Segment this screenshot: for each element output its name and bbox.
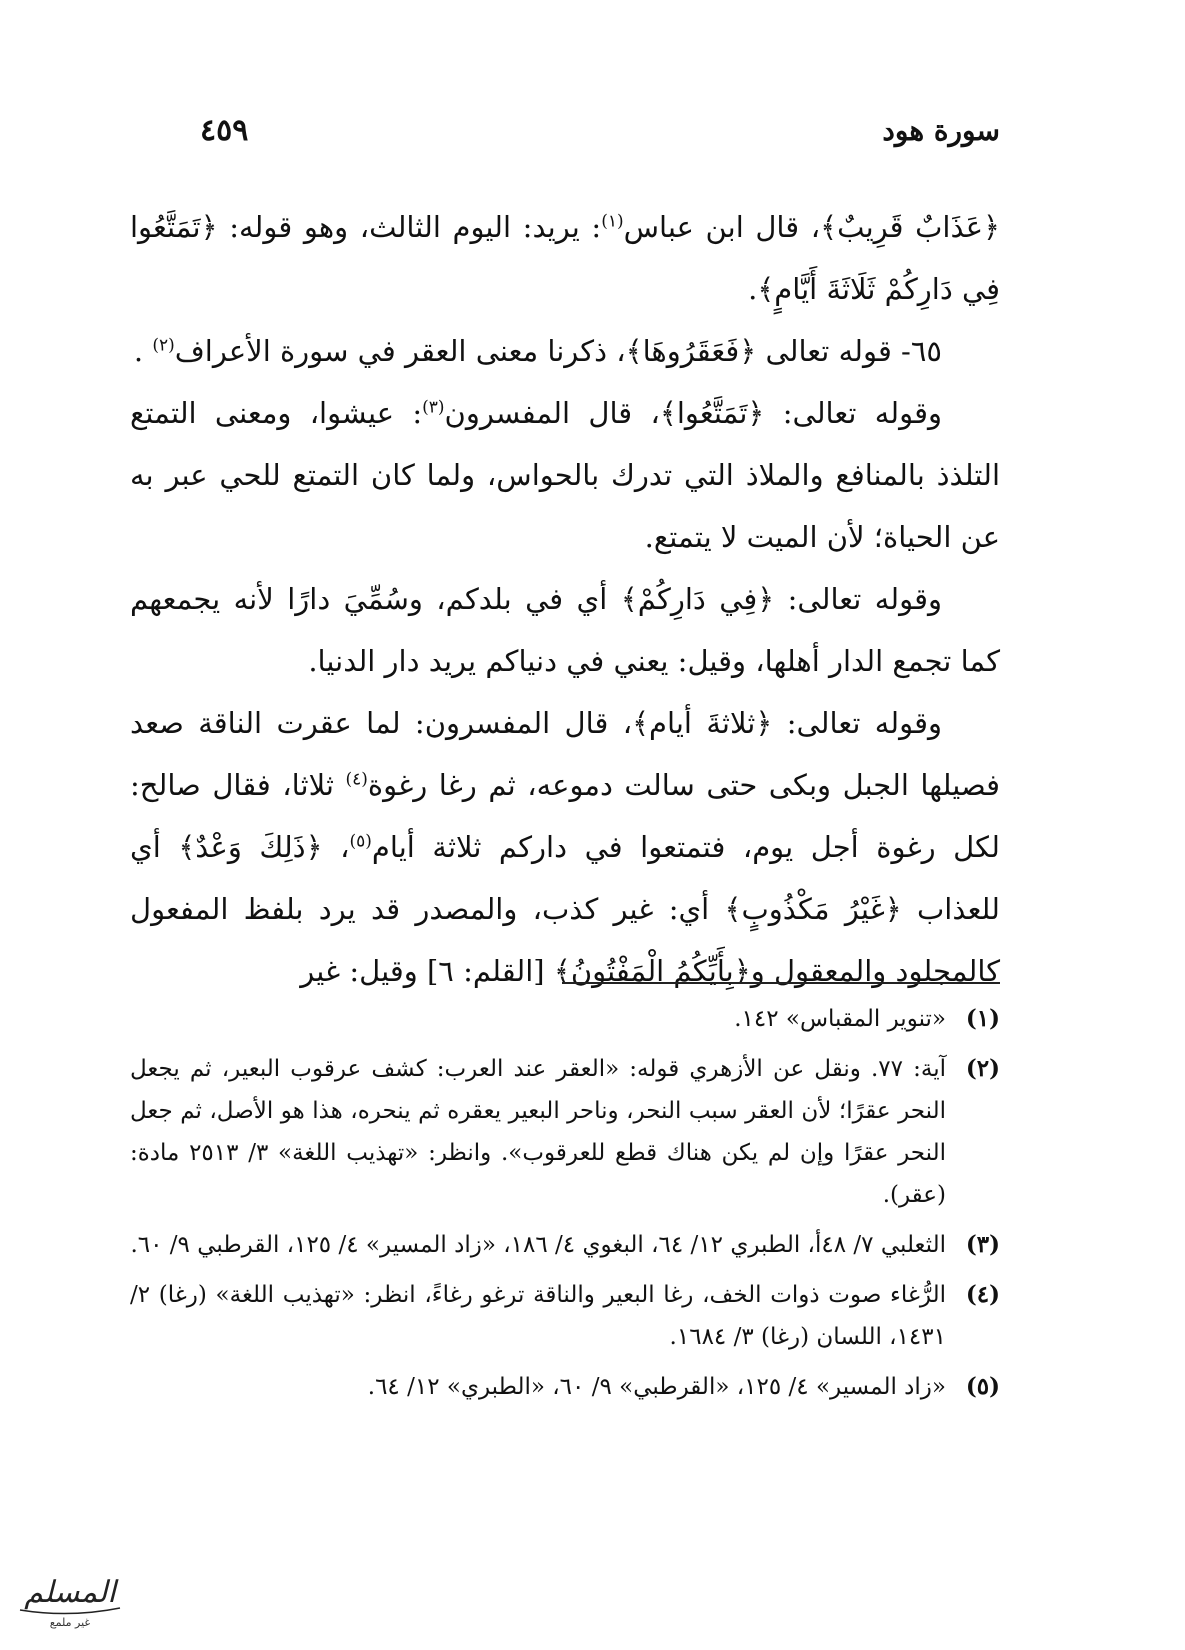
text-span: أي: غير كذب، والمصدر قد يرد بلفظ المفعول كالمجلود والمعقول و	[130, 892, 1000, 988]
paragraph-1	[130, 196, 1000, 320]
text-span: [القلم: ٦] وقيل: غير	[300, 954, 554, 988]
footnote-item	[130, 1048, 1000, 1216]
text-span: أي في بلدكم، وسُمِّيَ دارًا لأنه يجمعهم كما تجمع الدار أهلها، وقيل: يعني في دنياكم يريد دار الدنيا.	[130, 582, 1000, 678]
footnote-text: «تنوير المقباس» ١٤٢.	[734, 1006, 946, 1032]
text-span: ،	[322, 830, 350, 864]
surah-title: سورة هود	[882, 113, 1000, 147]
footnote-ref[interactable]: (٤)	[345, 769, 368, 790]
quran-quote: ﴿فَعَقَرُوهَا﴾	[625, 334, 757, 368]
footnotes	[130, 998, 1000, 1416]
footnote-item	[130, 998, 1000, 1040]
text-span: وقوله تعالى:	[772, 706, 942, 740]
text-span: .	[133, 334, 153, 368]
text-span: ، قال ابن عباس	[623, 210, 821, 244]
text-span: أي للعذاب	[130, 830, 1000, 926]
footnote-item	[130, 1274, 1000, 1358]
quran-quote: ﴿تَمَتَّعُوا فِي دَارِكُمْ ثَلَاثَةَ أَيَّامٍ﴾	[130, 210, 1000, 306]
quran-quote: ﴿ثلاثةَ أيام﴾	[632, 706, 773, 740]
footnote-text: آية: ٧٧. ونقل عن الأزهري قوله: «العقر عند العرب: كشف عرقوب البعير، ثم يجعل النحر عقرًا؛ لأن العقر سبب النحر، وناحر البعير يعقره ثم ينحره، هذا هو الأصل، ثم جعل النحر عقرًا وإن لم يكن هناك قطع للعرقوب». وانظر: «تهذيب اللغة» ٣/ ٢٥١٣ مادة: (عقر).	[130, 1056, 946, 1208]
text-span: ، قال المفسرون: لما عقرت الناقة صعد فصيلها الجبل وبكى حتى سالت دموعه، ثم رغا رغوة	[130, 706, 1000, 802]
text-span: وقوله تعالى:	[774, 582, 942, 616]
page-header	[200, 108, 1000, 152]
footnote-ref[interactable]: (٢)	[152, 335, 175, 356]
paragraph-4	[130, 568, 1000, 692]
footnote-number: (٣)	[965, 1231, 1000, 1258]
paragraph-5	[130, 692, 1000, 1002]
footnote-item	[130, 1224, 1000, 1266]
footnote-number: (٢)	[965, 1055, 1000, 1082]
quran-quote: ﴿فِي دَارِكُمْ﴾	[620, 582, 775, 616]
text-span: ثلاثا، فقال صالح: لكل رغوة أجل يوم، فتمتعوا في داركم ثلاثة أيام	[130, 768, 1000, 864]
text-span: وقوله تعالى:	[764, 396, 942, 430]
footnote-text: الرُّغاء صوت ذوات الخف، رغا البعير والناقة ترغو رغاءً، انظر: «تهذيب اللغة» (رغا) ٢/ ١٤٣١، اللسان (رغا) ٣/ ١٦٨٤.	[130, 1282, 946, 1350]
logo-small-text: غير ملمع	[49, 1616, 91, 1629]
page-number: ٤٥٩	[200, 112, 249, 148]
footnote-number: (٤)	[965, 1281, 1000, 1308]
text-span: ٦٥- قوله تعالى	[756, 334, 942, 368]
quran-quote: ﴿بِأَيِّكُمُ الْمَفْتُونُ﴾	[553, 954, 751, 988]
quran-quote: ﴿ذَلِكَ وَعْدٌ﴾	[178, 830, 323, 864]
footnote-divider	[562, 982, 1000, 984]
footnote-number: (١)	[965, 1005, 1000, 1032]
text-span: .	[748, 272, 758, 306]
text-span: ، ذكرنا معنى العقر في سورة الأعراف	[174, 334, 626, 368]
logo-main-text: المسلم	[24, 1575, 116, 1610]
text-span: : يريد: اليوم الثالث، وهو قوله:	[217, 210, 602, 244]
publisher-logo	[10, 1560, 130, 1634]
paragraph-2	[130, 320, 1000, 382]
footnote-text: «زاد المسير» ٤/ ١٢٥، «القرطبي» ٩/ ٦٠، «الطبري» ١٢/ ٦٤.	[367, 1374, 946, 1400]
quran-quote: ﴿تَمَتَّعُوا﴾	[659, 396, 765, 430]
footnote-item	[130, 1366, 1000, 1408]
quran-quote: ﴿غَيْرُ مَكْذُوبٍ﴾	[724, 892, 902, 926]
footnote-text: الثعلبي ٧/ ٤٨أ، الطبري ١٢/ ٦٤، البغوي ٤/ ١٨٦، «زاد المسير» ٤/ ١٢٥، القرطبي ٩/ ٦٠.	[130, 1232, 946, 1258]
text-span: ، قال المفسرون	[444, 396, 660, 430]
quran-quote: ﴿عَذَابٌ قَرِيبٌ﴾	[820, 210, 1001, 244]
footnote-ref[interactable]: (٣)	[422, 397, 445, 418]
main-text	[130, 196, 1000, 1002]
footnote-number: (٥)	[965, 1373, 1000, 1400]
text-span: : عيشوا، ومعنى التمتع التلذذ بالمنافع والملاذ التي تدرك بالحواس، ولما كان التمتع للحي عبر به عن الحياة؛ لأن الميت لا يتمتع.	[130, 396, 1000, 554]
paragraph-3	[130, 382, 1000, 568]
footnote-ref[interactable]: (١)	[601, 211, 624, 232]
footnote-ref[interactable]: (٥)	[349, 831, 372, 852]
